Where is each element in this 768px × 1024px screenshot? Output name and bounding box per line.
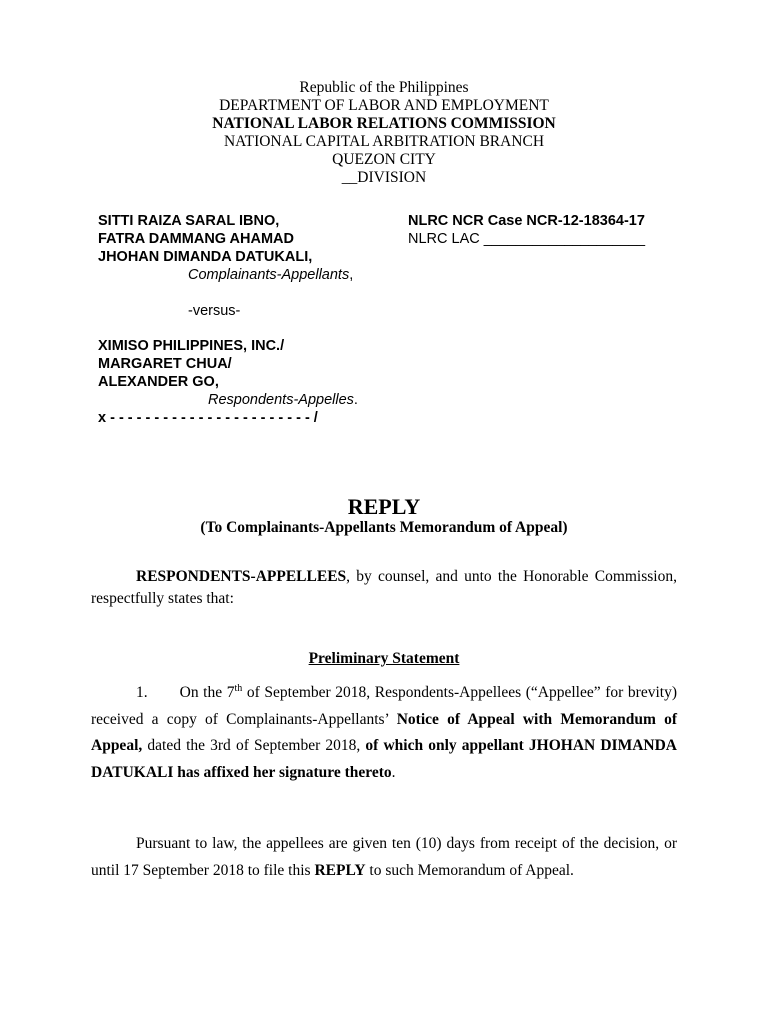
header-branch: NATIONAL CAPITAL ARBITRATION BRANCH bbox=[223, 133, 545, 150]
header-division: __DIVISION bbox=[341, 169, 427, 186]
respondent-name: ALEXANDER GO, bbox=[98, 374, 219, 390]
p1-ordinal-suffix: th bbox=[234, 682, 243, 694]
versus-label: -versus- bbox=[188, 303, 241, 319]
paragraph-number: 1. bbox=[136, 684, 148, 701]
header-city: QUEZON CITY bbox=[332, 151, 436, 168]
p1-text-2: of September 2018, Respondents-Appellees (“Appellee” for brevity) received a copy of Complainants-Appellants’ bbox=[91, 684, 677, 728]
paragraph-2 bbox=[91, 831, 677, 884]
intro-paragraph bbox=[91, 566, 677, 610]
header-republic: Republic of the Philippines bbox=[299, 79, 469, 96]
respondents-role: Respondents-Appelles bbox=[208, 392, 354, 408]
paragraph-1 bbox=[91, 680, 677, 786]
p1-notice-of-appeal: Notice of Appeal with Memorandum of Appeal, bbox=[91, 710, 677, 754]
respondent-name: XIMISO PHILIPPINES, INC./ bbox=[98, 338, 285, 354]
complainants-role-suffix: , bbox=[349, 267, 354, 283]
caption-separator: x - - - - - - - - - - - - - - - - - - - - - - - / bbox=[98, 410, 318, 426]
intro-party: RESPONDENTS-APPELLEES bbox=[136, 568, 347, 585]
intro-text: , by counsel, and unto the Honorable Commission, respectfully states that: bbox=[91, 568, 677, 607]
p2-reply: REPLY bbox=[314, 861, 366, 879]
complainant-name: FATRA DAMMANG AHAMAD bbox=[98, 231, 294, 247]
complainant-name: JHOHAN DIMANDA DATUKALI, bbox=[98, 249, 313, 265]
respondents-role-suffix: . bbox=[353, 392, 358, 408]
respondent-name: MARGARET CHUA/ bbox=[98, 356, 232, 372]
p1-text-3: dated the 3rd of September 2018, bbox=[142, 737, 366, 754]
p2-text-1: Pursuant to law, the appellees are given ten (10) days from receipt of the decision, or until 17 September 2018 to file this bbox=[91, 835, 677, 879]
respondents-block bbox=[98, 337, 358, 427]
case-number-lac: NLRC LAC ____________________ bbox=[408, 231, 646, 247]
case-numbers bbox=[408, 212, 645, 248]
complainants-block bbox=[98, 212, 353, 284]
complainants-role: Complainants-Appellants bbox=[188, 267, 350, 283]
section-heading: Preliminary Statement bbox=[308, 650, 460, 667]
header-department: DEPARTMENT OF LABOR AND EMPLOYMENT bbox=[219, 97, 549, 114]
case-number-ncr: NLRC NCR Case NCR-12-18364-17 bbox=[408, 213, 645, 229]
p2-text-2: to such Memorandum of Appeal. bbox=[365, 861, 574, 879]
header-commission: NATIONAL LABOR RELATIONS COMMISSION bbox=[212, 115, 556, 132]
respondents-role-line bbox=[98, 391, 358, 409]
p1-text-4: . bbox=[391, 763, 396, 781]
document-subtitle: (To Complainants-Appellants Memorandum of Appeal) bbox=[200, 519, 568, 536]
court-header bbox=[0, 79, 768, 187]
p1-text-1: On the 7 bbox=[179, 684, 235, 701]
complainant-name: SITTI RAIZA SARAL IBNO, bbox=[98, 213, 280, 229]
complainants-role-line bbox=[98, 266, 353, 284]
p1-signature-note: of which only appellant JHOHAN DIMANDA DATUKALI has affixed her signature thereto bbox=[91, 737, 677, 781]
document-title: REPLY bbox=[347, 494, 421, 519]
